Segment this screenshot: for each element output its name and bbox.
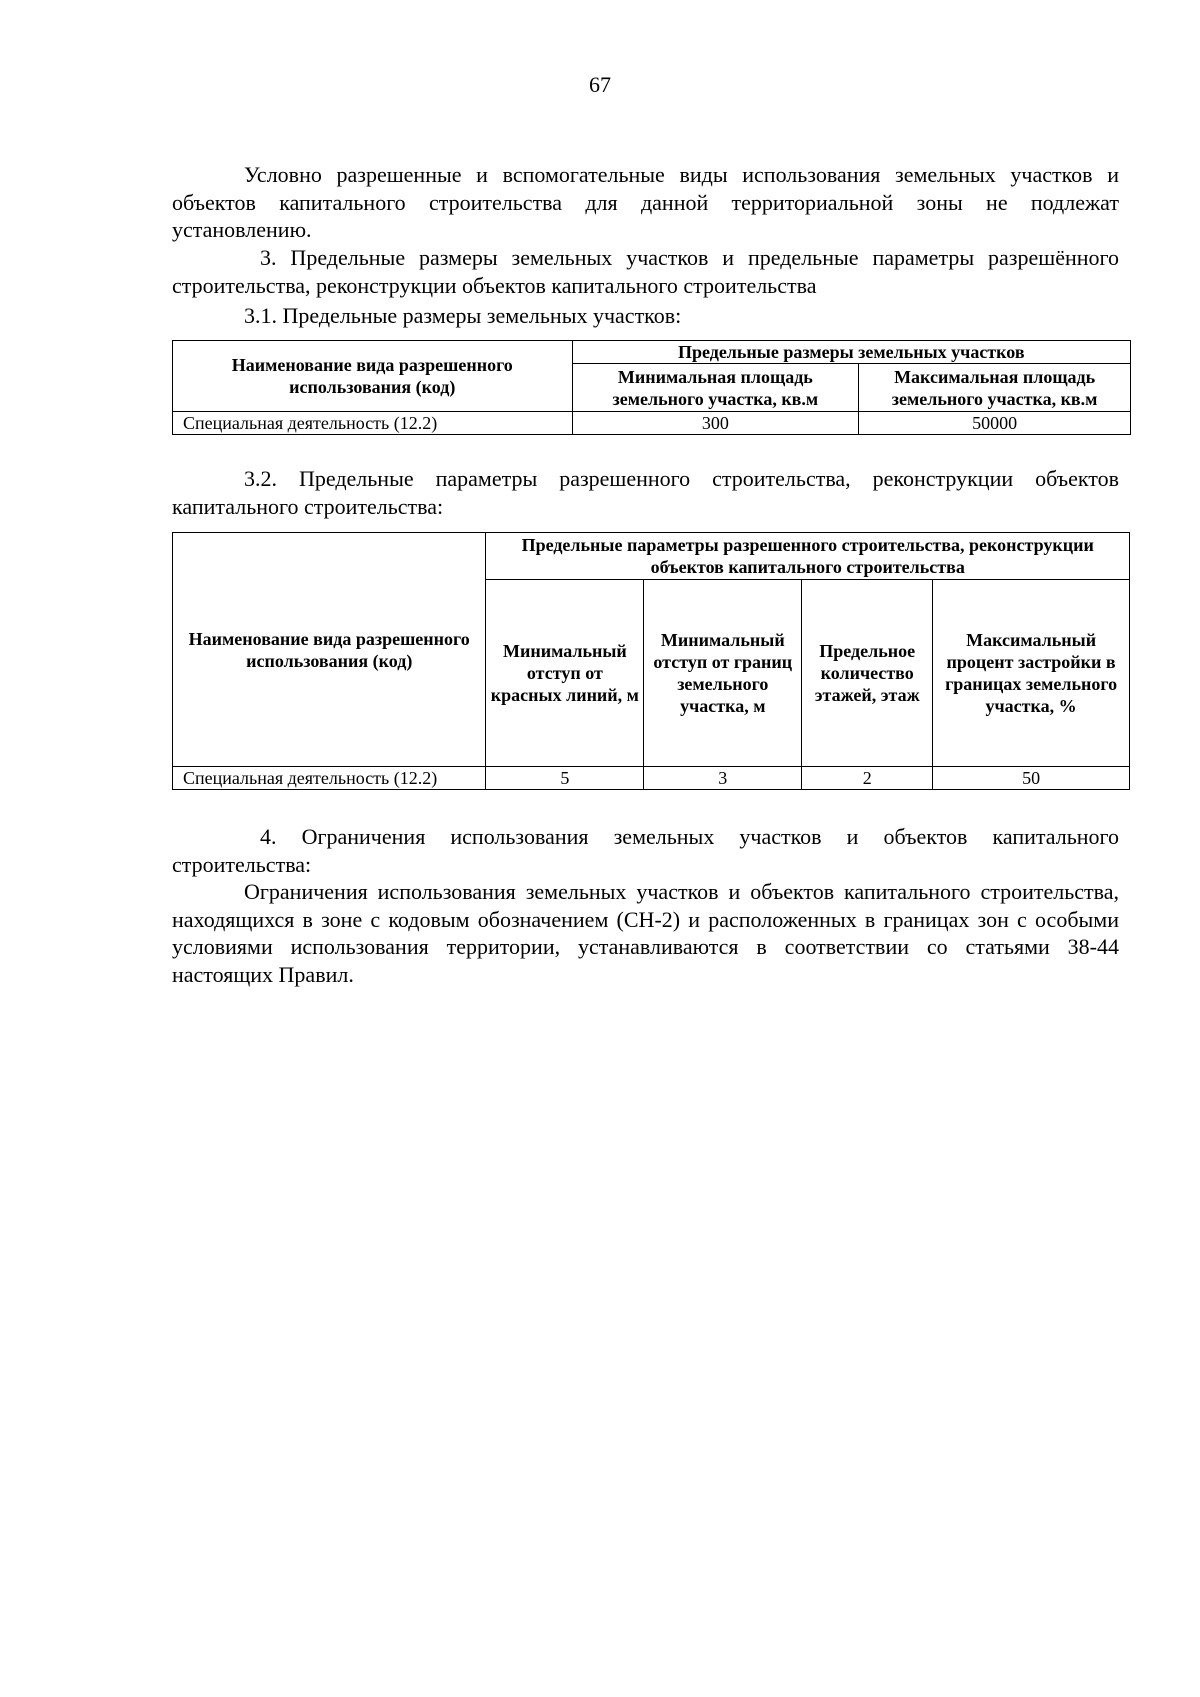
intro-section [172, 161, 1119, 244]
table1-header-name: Наименование вида разрешенного использования (код) [173, 341, 573, 412]
section-3-heading: 3. Предельные размеры земельных участков и предельные параметры разрешённого строительства, реконструкции объектов капитального строительства [172, 245, 1119, 298]
table1-row-max-area: 50000 [859, 412, 1131, 435]
table2-group-header: Предельные параметры разрешенного строительства, реконструкции объектов капитального строительства [486, 533, 1130, 580]
section-4 [172, 823, 1119, 988]
section-3-2-heading: 3.2. Предельные параметры разрешенного строительства, реконструкции объектов капитального строительства: [172, 466, 1119, 519]
table1-row-name: Специальная деятельность (12.2) [173, 412, 573, 435]
section-3 [172, 244, 1119, 299]
table2-header-floors: Предельное количество этажей, этаж [802, 580, 933, 767]
section-4-heading: 4. Ограничения использования земельных участков и объектов капитального строительства: [172, 824, 1119, 877]
table2-header-boundaries: Минимальный отступ от границ земельного участка, м [644, 580, 802, 767]
table-row [173, 412, 1131, 435]
intro-paragraph: Условно разрешенные и вспомогательные виды использования земельных участков и объектов капитального строительства для данной территориальной зоны не подлежат установлению. [172, 162, 1119, 242]
page-number: 67 [589, 72, 611, 97]
section-3-1-heading: 3.1. Предельные размеры земельных участков: [244, 303, 682, 328]
table2-row-name: Специальная деятельность (12.2) [173, 767, 486, 790]
table2-row-red-lines: 5 [486, 767, 644, 790]
table2-header-name: Наименование вида разрешенного использования (код) [173, 533, 486, 767]
table2-header-coverage: Максимальный процент застройки в границах земельного участка, % [933, 580, 1130, 767]
table2-row-boundaries: 3 [644, 767, 802, 790]
table1-header-min-area: Минимальная площадь земельного участка, кв.м [572, 364, 859, 412]
land-plot-sizes-table [172, 340, 1131, 435]
table-row [173, 767, 1130, 790]
table1-group-header: Предельные размеры земельных участков [572, 341, 1130, 364]
section-3-1 [172, 302, 1119, 330]
section-4-paragraph: Ограничения использования земельных участков и объектов капитального строительства, находящихся в зоне с кодовым обозначением (СН-2) и расположенных в границах зон с особыми условиями использования территории, устанавливаются в соответствии со статьями 38-44 настоящих Правил. [172, 879, 1119, 987]
table2-row-floors: 2 [802, 767, 933, 790]
construction-parameters-table [172, 532, 1130, 790]
table2-row-coverage: 50 [933, 767, 1130, 790]
table1-header-max-area: Максимальная площадь земельного участка, кв.м [859, 364, 1131, 412]
table2-header-red-lines: Минимальный отступ от красных линий, м [486, 580, 644, 767]
table1-row-min-area: 300 [572, 412, 859, 435]
section-3-2 [172, 465, 1119, 520]
